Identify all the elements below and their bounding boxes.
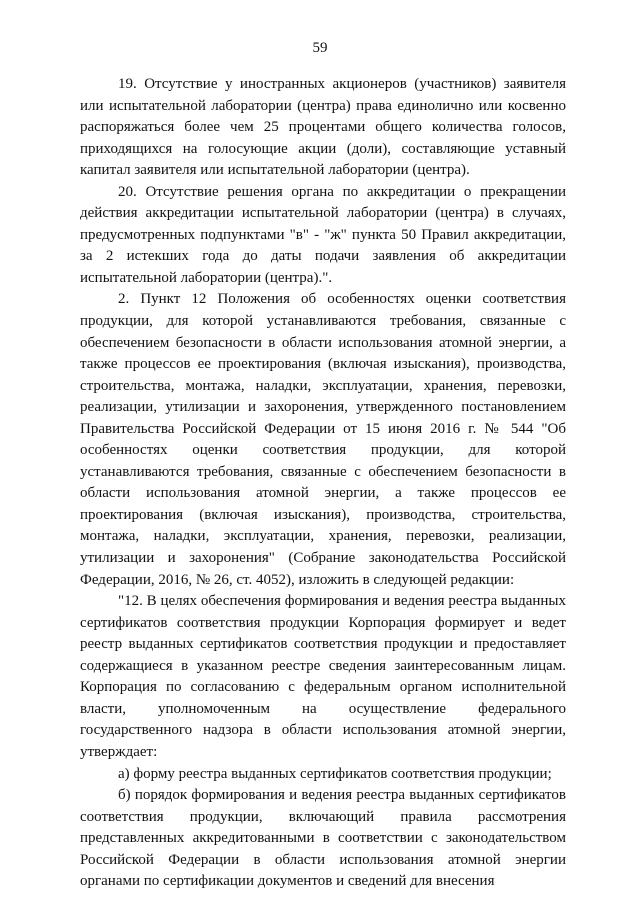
paragraph-item-19: 19. Отсутствие у иностранных акционеров (участников) заявителя или испытательной лаборатории (центра) права единолично или косвенно распоряжаться более чем 25 процентами общего количества голосов, приходящихся на голосующие акции (доли), составляющие уставный капитал заявителя или испытательной лаборатории (центра). [80, 76, 566, 179]
document-body [80, 74, 566, 893]
paragraph-subitem-a: а) форму реестра выданных сертификатов соответствия продукции; [118, 765, 552, 782]
paragraph-item-20: 20. Отсутствие решения органа по аккредитации о прекращении действия аккредитации испытательной лаборатории (центра) в случаях, предусмотренных подпунктами "в" - "ж" пункта 50 Правил аккредитации, за 2 истекших года до даты подачи заявления об аккредитации испытательной лаборатории (центра).". [80, 183, 566, 286]
paragraph-item-12: "12. В целях обеспечения формирования и ведения реестра выданных сертификатов соответствия продукции Корпорация формирует и ведет реестр выданных сертификатов соответствия продукции и предоставляет содержащиеся в указанном реестре сведения заинтересованным лицам. Корпорация по согласованию с федеральным органом исполнительной власти, уполномоченным на осуществление федерального государственного надзора в области использования атомной энергии, утверждает: [80, 593, 566, 760]
paragraph-item-2: 2. Пункт 12 Положения об особенностях оценки соответствия продукции, для которой устанавливаются требования, связанные с обеспечением безопасности в области использования атомной энергии, а также процессов ее проектирования (включая изыскания), производства, строительства, монтажа, наладки, эксплуатации, хранения, перевозки, реализации, утилизации и захоронения, утвержденного постановлением Правительства Российской Федерации от 15 июня 2016 г. № 544 "Об особенностях оценки соответствия продукции, для которой устанавливаются требования, связанные с обеспечением безопасности в области использования атомной энергии, а также процессов ее проектирования (включая изыскания), производства, строительства, монтажа, наладки, эксплуатации, хранения, перевозки, реализации, утилизации и захоронения" (Собрание законодательства Российской Федерации, 2016, № 26, ст. 4052), изложить в следующей редакции: [80, 291, 566, 588]
page-number: 59 [312, 40, 328, 56]
paragraph-subitem-b: б) порядок формирования и ведения реестра выданных сертификатов соответствия продукции, включающий правила рассмотрения представленных аккредитованными в соответствии с законодательством Российской Федерации в области использования атомной энергии органами по сертификации документов и сведений для внесения [80, 787, 566, 890]
